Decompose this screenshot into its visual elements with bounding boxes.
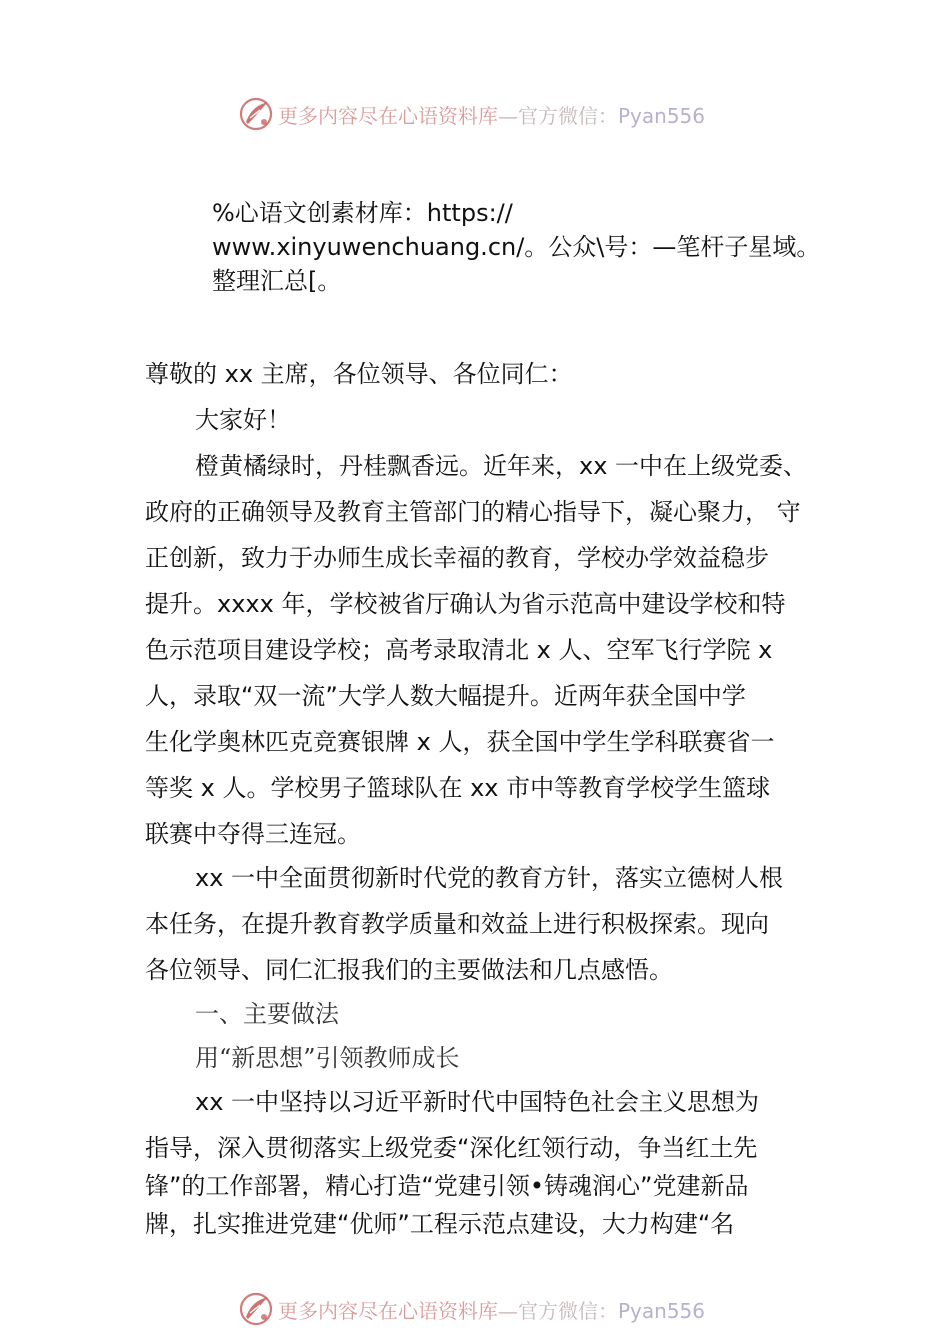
paragraph-line: 橙黄橘绿时，丹桂飘香远。近年来，xx 一中在上级党委、: [195, 452, 808, 480]
logo-icon: [238, 96, 274, 132]
logo-icon: [238, 1291, 274, 1327]
watermark-text: [278, 100, 705, 129]
paragraph-line: 生化学奥林匹克竞赛银牌 x 人，获全国中学生学科联赛省一: [145, 728, 775, 756]
watermark-footer: [238, 1289, 705, 1329]
paragraph-line: 各位领导、同仁汇报我们的主要做法和几点感悟。: [145, 956, 673, 984]
watermark-dash: —: [498, 1298, 518, 1323]
watermark-header: [238, 94, 705, 134]
paragraph-line: 政府的正确领导及教育主管部门的精心指导下，凝心聚力， 守: [145, 498, 801, 526]
subsection-heading: 用“新思想”引领教师成长: [195, 1044, 460, 1072]
paragraph-line: 人，录取“双一流”大学人数大幅提升。近两年获全国中学: [145, 682, 746, 710]
paragraph-line: 等奖 x 人。学校男子篮球队在 xx 市中等教育学校学生篮球: [145, 774, 771, 802]
watermark-id: Pyan556: [618, 103, 706, 128]
paragraph-line: 正创新，致力于办师生成长幸福的教育，学校办学效益稳步: [145, 544, 769, 572]
paragraph-line: xx 一中全面贯彻新时代党的教育方针，落实立德树人根: [195, 864, 784, 892]
watermark-id: Pyan556: [618, 1298, 706, 1323]
intro-line: www.xinyuwenchuang.cn/。公众\号：—笔杆子星域。: [212, 233, 821, 261]
salutation: 尊敬的 xx 主席，各位领导、各位同仁：: [145, 360, 573, 388]
watermark-dash: —: [498, 103, 518, 128]
watermark-prefix: 更多内容尽在心语资料库: [278, 103, 498, 128]
paragraph-line: 联赛中夺得三连冠。: [145, 820, 361, 848]
paragraph-line: 牌，扎实推进党建“优师”工程示范点建设，大力构建“名: [145, 1210, 735, 1238]
paragraph-line: 指导，深入贯彻落实上级党委“深化红领行动，争当红土先: [145, 1134, 758, 1162]
paragraph-line: 色示范项目建设学校；高考录取清北 x 人、空军飞行学院 x: [145, 636, 773, 664]
paragraph-line: 本任务，在提升教育教学质量和效益上进行积极探索。现向: [145, 910, 769, 938]
intro-block: [212, 196, 912, 298]
paragraph-line: 提升。xxxx 年，学校被省厅确认为省示范高中建设学校和特: [145, 590, 786, 618]
watermark-wechat-label: 官方微信：: [518, 1298, 618, 1323]
greeting: 大家好！: [195, 406, 291, 434]
intro-line: 整理汇总[。: [212, 267, 342, 295]
intro-line: %心语文创素材库：https://: [212, 199, 513, 227]
paragraph-line: xx 一中坚持以习近平新时代中国特色社会主义思想为: [195, 1088, 760, 1116]
watermark-wechat-label: 官方微信：: [518, 103, 618, 128]
section-heading: 一、主要做法: [195, 1000, 339, 1028]
paragraph-line: 锋”的工作部署，精心打造“党建引领•铸魂润心”党建新品: [145, 1172, 749, 1200]
watermark-text: [278, 1295, 705, 1324]
watermark-prefix: 更多内容尽在心语资料库: [278, 1298, 498, 1323]
